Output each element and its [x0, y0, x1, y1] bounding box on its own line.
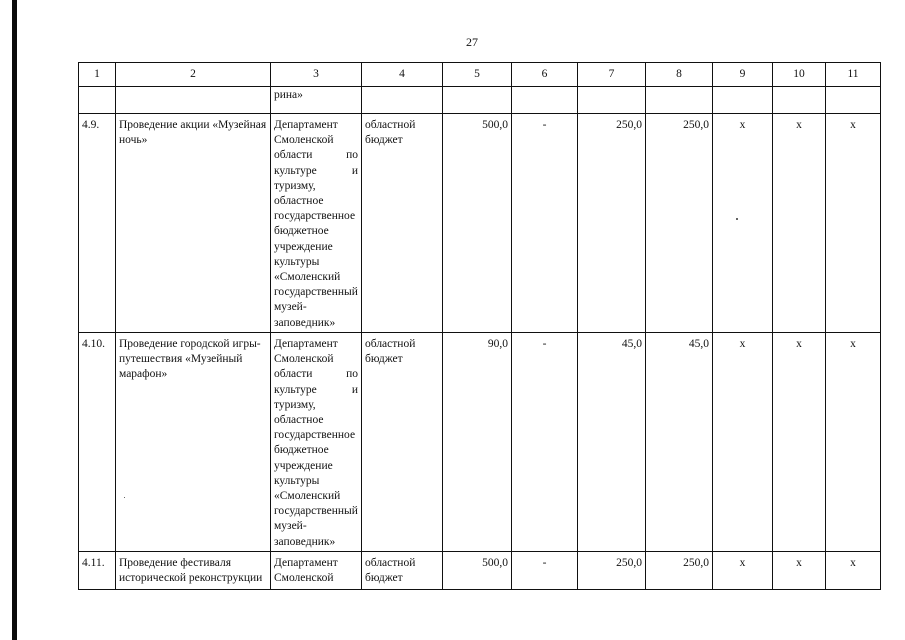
- funding-source: областной бюджет: [362, 333, 443, 552]
- amount-col8: 250,0: [646, 114, 713, 333]
- continuation-row: [79, 87, 881, 114]
- budget-table: [78, 62, 881, 590]
- amount-total: 500,0: [443, 551, 512, 589]
- table-cell: [646, 87, 713, 114]
- column-header: 9: [713, 63, 773, 87]
- amount-col6: -: [512, 333, 578, 552]
- table-row: [79, 333, 881, 552]
- value-col9: х: [713, 114, 773, 333]
- amount-total: 90,0: [443, 333, 512, 552]
- column-number-row: [79, 63, 881, 87]
- value-col11: х: [826, 551, 881, 589]
- column-header: 10: [773, 63, 826, 87]
- item-number: 4.10.: [79, 333, 116, 552]
- amount-col6: -: [512, 114, 578, 333]
- scan-speck: [124, 497, 125, 498]
- amount-col7: 250,0: [578, 114, 646, 333]
- amount-total: 500,0: [443, 114, 512, 333]
- table-cell: [773, 87, 826, 114]
- column-header: 7: [578, 63, 646, 87]
- column-header: 4: [362, 63, 443, 87]
- item-number: 4.9.: [79, 114, 116, 333]
- amount-col6: -: [512, 551, 578, 589]
- table-row: [79, 551, 881, 589]
- value-col11: х: [826, 333, 881, 552]
- event-name: Проведение городской игры-путешествия «Музейный марафон»: [116, 333, 271, 552]
- event-name: Проведение фестиваля исторической реконструкции: [116, 551, 271, 589]
- funding-source: областной бюджет: [362, 551, 443, 589]
- column-header: 11: [826, 63, 881, 87]
- funding-source: областной бюджет: [362, 114, 443, 333]
- value-col10: х: [773, 114, 826, 333]
- event-name: Проведение акции «Музейная ночь»: [116, 114, 271, 333]
- column-header: 6: [512, 63, 578, 87]
- table-cell: [578, 87, 646, 114]
- table-cell: [79, 87, 116, 114]
- column-header: 8: [646, 63, 713, 87]
- table-cell: [826, 87, 881, 114]
- value-col9: х: [713, 551, 773, 589]
- column-header: 5: [443, 63, 512, 87]
- amount-col7: 45,0: [578, 333, 646, 552]
- table-cell: [443, 87, 512, 114]
- column-header: 3: [271, 63, 362, 87]
- value-col11: х: [826, 114, 881, 333]
- amount-col7: 250,0: [578, 551, 646, 589]
- amount-col8: 45,0: [646, 333, 713, 552]
- page-number: 27: [466, 35, 478, 49]
- table-cell: [713, 87, 773, 114]
- amount-col8: 250,0: [646, 551, 713, 589]
- continuation-text: рина»: [271, 87, 362, 114]
- table-cell: [362, 87, 443, 114]
- table-row: [79, 114, 881, 333]
- executor: Департамент Смоленской области по культуре и туризму, областное государственное бюджетное учреждение культуры «Смоленский государственный музей-заповедник»: [271, 333, 362, 552]
- executor: Департамент Смоленской: [271, 551, 362, 589]
- value-col10: х: [773, 551, 826, 589]
- column-header: 1: [79, 63, 116, 87]
- table-cell: [116, 87, 271, 114]
- value-col9: х: [713, 333, 773, 552]
- column-header: 2: [116, 63, 271, 87]
- value-col10: х: [773, 333, 826, 552]
- scan-speck: [736, 218, 738, 220]
- executor: Департамент Смоленской области по культуре и туризму, областное государственное бюджетное учреждение культуры «Смоленский государственный музей-заповедник»: [271, 114, 362, 333]
- scan-edge-bar: [12, 0, 17, 640]
- table-cell: [512, 87, 578, 114]
- item-number: 4.11.: [79, 551, 116, 589]
